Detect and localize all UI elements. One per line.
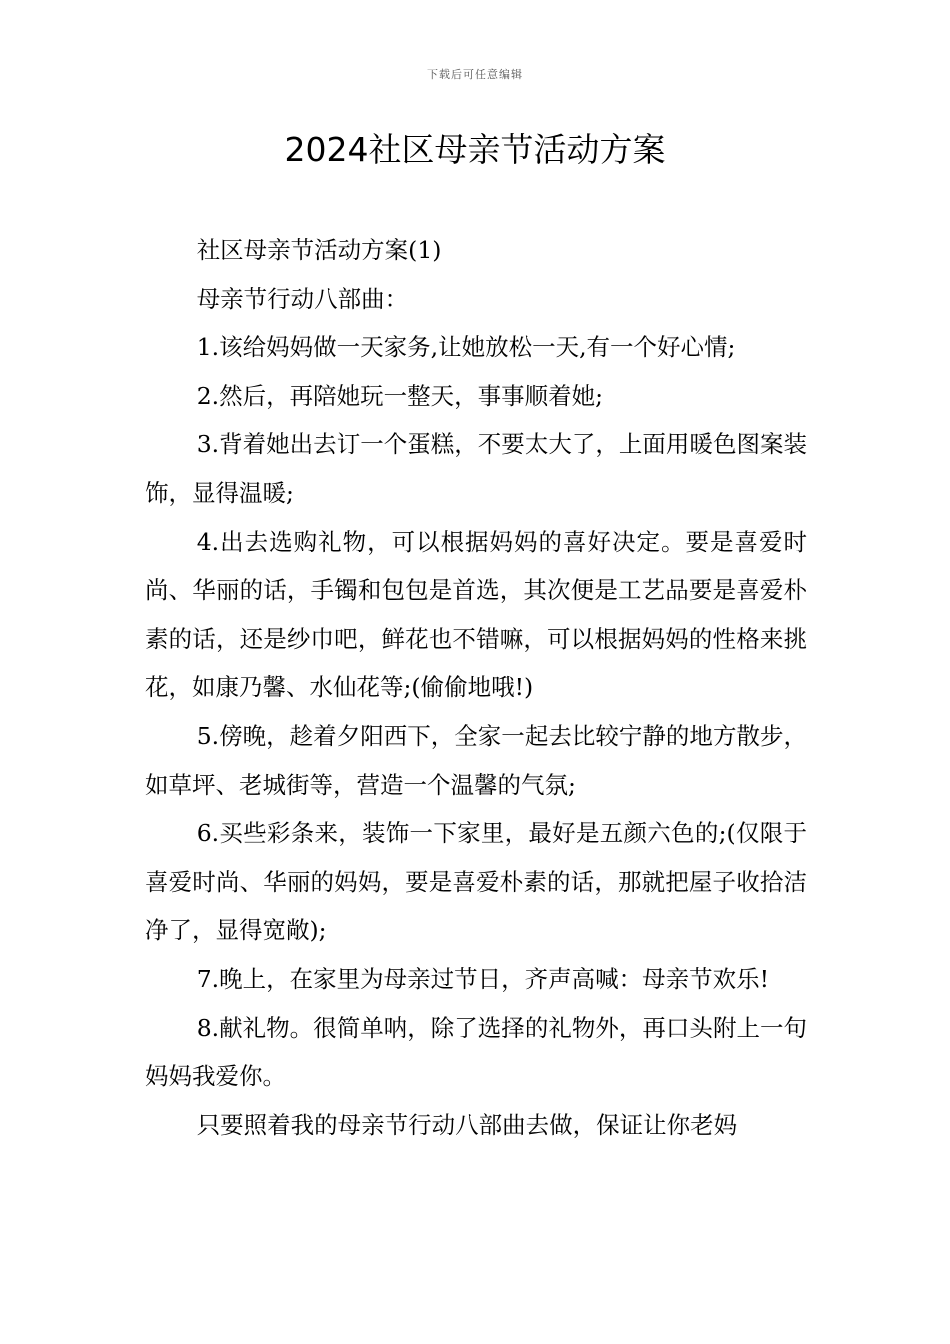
paragraph-intro: 母亲节行动八部曲： [196, 284, 409, 313]
paragraph-closing: 只要照着我的母亲节行动八部曲去做，保证让你老妈 [196, 1110, 738, 1139]
document-body [145, 226, 807, 1149]
document-title: 2024社区母亲节活动方案 [284, 130, 666, 169]
paragraph-step-8: 8.献礼物。很简单呐，除了选择的礼物外，再口头附上一句妈妈我爱你。 [145, 1013, 807, 1091]
paragraph-step-2: 2.然后，再陪她玩一整天，事事顺着她; [196, 381, 604, 410]
paragraph-step-3: 3.背着她出去订一个蛋糕，不要太大了，上面用暖色图案装饰，显得温暖; [145, 430, 807, 507]
paragraph-step-7: 7.晚上，在家里为母亲过节日，齐声高喊：母亲节欢乐! [196, 964, 770, 993]
paragraph-step-4: 4.出去选购礼物，可以根据妈妈的喜好决定。要是喜爱时尚、华丽的话，手镯和包包是首选，其次便是工艺品要是喜爱朴素的话，还是纱巾吧，鲜花也不错嘛，可以根据妈妈的性格来挑花，如康乃馨、水仙花等;(偷偷地哦!) [145, 527, 807, 702]
paragraph-step-5: 5.傍晚，趁着夕阳西下，全家一起去比较宁静的地方散步，如草坪、老城街等，营造一个温馨的气氛; [145, 721, 807, 799]
header-note: 下载后可任意编辑 [427, 68, 523, 81]
paragraph-section-heading: 社区母亲节活动方案(1) [196, 236, 442, 264]
paragraph-step-6: 6.买些彩条来，装饰一下家里，最好是五颜六色的;(仅限于喜爱时尚、华丽的妈妈，要是喜爱朴素的话，那就把屋子收拾洁净了，显得宽敞); [145, 819, 807, 945]
paragraph-step-1: 1.该给妈妈做一天家务,让她放松一天,有一个好心情; [196, 333, 736, 362]
